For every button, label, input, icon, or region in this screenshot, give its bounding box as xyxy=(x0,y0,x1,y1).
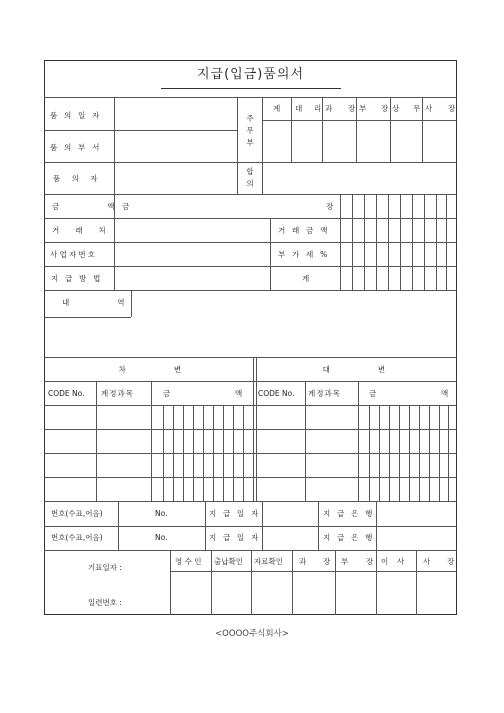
signer-pos: 부 xyxy=(341,557,349,566)
ledger-digit-line xyxy=(233,405,234,501)
document-title: 지급(입금)품의서 xyxy=(196,67,305,82)
pay-col-line xyxy=(205,501,206,550)
pay-col-line xyxy=(118,501,119,550)
signoff-col-line xyxy=(335,550,336,615)
ledger-col-line xyxy=(305,381,306,501)
company-footer: <OOOO주식회사> xyxy=(215,629,289,639)
ledger-center-line xyxy=(256,357,257,501)
detail-label: 내 역 xyxy=(62,298,127,307)
amount-digit-line xyxy=(400,194,401,290)
amount-digit-line xyxy=(436,194,437,290)
section-divider xyxy=(44,194,457,195)
voucher-date-label: 기표일자 : xyxy=(88,563,122,572)
pay-col-line xyxy=(262,501,263,550)
signoff-col-line xyxy=(416,550,417,615)
info-right-line xyxy=(340,194,341,290)
section-divider xyxy=(44,97,457,98)
pay-method-label: 지 급 방 법 xyxy=(51,274,103,283)
row-line xyxy=(44,429,457,430)
amount-digit-line xyxy=(446,194,447,290)
pay-date-label: 지 급 일 자 xyxy=(209,533,261,542)
debit-amount-header-a: 금 xyxy=(163,389,171,398)
pay-no-label: No. xyxy=(155,533,168,542)
signoff-col-line xyxy=(292,550,293,615)
debit-header: 차 변 xyxy=(118,365,184,374)
amount-digit-line xyxy=(352,194,353,290)
pay-bank-label: 지 급 은 행 xyxy=(323,533,375,542)
consent-side-label: 합 의 xyxy=(246,167,254,188)
info-mid-line xyxy=(270,218,271,290)
title-underline xyxy=(161,88,341,89)
pay-number-label: 번호(수표,어음) xyxy=(51,509,103,518)
row-line xyxy=(44,405,457,406)
approval-col-line xyxy=(291,97,292,162)
ledger-digit-line xyxy=(389,405,390,501)
ledger-digit-line xyxy=(213,405,214,501)
row-line xyxy=(44,453,457,454)
ledger-digit-line xyxy=(243,405,244,501)
approval-pos: 무 xyxy=(413,104,421,113)
amount-suffix: 장 xyxy=(326,202,334,211)
amount-digit-line xyxy=(424,194,425,290)
ledger-digit-line xyxy=(203,405,204,501)
credit-code-header: CODE No. xyxy=(258,389,295,398)
amount-digit-line xyxy=(364,194,365,290)
pay-col-line xyxy=(376,501,377,550)
approval-pos: 사 xyxy=(425,104,433,113)
ledger-digit-line xyxy=(183,405,184,501)
ledger-digit-line xyxy=(419,405,420,501)
amount-prefix: 금 xyxy=(122,202,130,211)
amount-label: 금 액 xyxy=(52,202,117,211)
signoff-col-line xyxy=(251,550,252,615)
row-line xyxy=(44,290,457,291)
person-field[interactable] xyxy=(116,165,234,192)
field-column-line xyxy=(237,97,238,194)
signoff-col-line xyxy=(376,550,377,615)
signoff-col-line xyxy=(170,550,171,615)
dept-field[interactable] xyxy=(116,133,234,160)
approval-pos: 장 xyxy=(381,104,389,113)
ledger-center-line xyxy=(253,357,254,501)
detail-label-line xyxy=(131,290,132,317)
approval-col-line xyxy=(356,97,357,162)
ledger-digit-line xyxy=(409,405,410,501)
person-label: 품 의 자 xyxy=(53,174,100,183)
signer-pos: 사 xyxy=(423,557,431,566)
row-line xyxy=(44,266,457,267)
pay-no-label: No. xyxy=(155,509,168,518)
label-column-line xyxy=(114,97,115,194)
approval-pos: 리 xyxy=(314,104,322,113)
approval-pos: 대 xyxy=(295,104,303,113)
signer-pos: 과 xyxy=(299,557,307,566)
pay-bank-field[interactable] xyxy=(378,504,454,524)
signoff-col-line xyxy=(211,550,212,615)
ledger-digit-line xyxy=(399,405,400,501)
pay-method-field[interactable] xyxy=(116,269,268,288)
approval-pos: 장 xyxy=(448,104,456,113)
serial-no-label: 일련번호 : xyxy=(88,598,122,607)
approval-pos: 상 xyxy=(392,104,400,113)
pay-col-line xyxy=(318,501,319,550)
detail-field[interactable] xyxy=(46,319,455,356)
amount-digit-line xyxy=(388,194,389,290)
section-divider xyxy=(44,357,457,358)
approval-col-line xyxy=(390,97,391,162)
approval-pos: 계 xyxy=(273,104,281,113)
row-line xyxy=(44,526,457,527)
signer-cashier: 출납확인 xyxy=(214,557,243,566)
biz-no-field[interactable] xyxy=(116,245,268,264)
pay-bank-field[interactable] xyxy=(378,529,454,548)
client-field[interactable] xyxy=(116,221,268,240)
signer-receiver: 영 수 인 xyxy=(175,557,202,566)
dept-label: 품 의 부 서 xyxy=(50,143,102,152)
ledger-digit-line xyxy=(163,405,164,501)
row-line xyxy=(44,218,457,219)
debit-amount-header-b: 액 xyxy=(235,389,243,398)
debit-account-header: 계정과목 xyxy=(101,389,134,398)
ledger-col-line xyxy=(96,381,97,501)
ledger-digit-line xyxy=(448,405,449,501)
signer-pos: 장 xyxy=(447,557,455,566)
row-line xyxy=(44,477,457,478)
approval-pos: 장 xyxy=(348,104,356,113)
pay-date-label: 지 급 일 자 xyxy=(209,509,261,518)
detail-label-line xyxy=(44,317,131,318)
section-divider xyxy=(44,501,457,502)
approval-side-label: 주 무 부 xyxy=(246,114,254,147)
pay-number-label: 번호(수표,어음) xyxy=(51,533,103,542)
vat-label: 부 가 세 % xyxy=(278,250,330,259)
approval-pos: 과 xyxy=(325,104,333,113)
ledger-digit-line xyxy=(379,405,380,501)
pay-bank-label: 지 급 은 행 xyxy=(323,509,375,518)
pay-date-field[interactable] xyxy=(264,504,316,524)
ledger-digit-line xyxy=(193,405,194,501)
client-label: 거 래 처 xyxy=(52,226,108,235)
amount-digit-line xyxy=(412,194,413,290)
date-field[interactable] xyxy=(116,100,234,128)
credit-account-header: 계정과목 xyxy=(308,389,341,398)
ledger-digit-line xyxy=(223,405,224,501)
signer-pos: 사 xyxy=(397,557,405,566)
biz-no-label: 사업자번호 xyxy=(50,250,98,259)
ledger-digit-line xyxy=(439,405,440,501)
amount-digit-line xyxy=(376,194,377,290)
credit-amount-header-a: 금 xyxy=(369,389,377,398)
credit-amount-header-b: 액 xyxy=(441,389,449,398)
signoff-header-line xyxy=(170,571,457,572)
ledger-digit-line xyxy=(369,405,370,501)
approval-col-line xyxy=(422,97,423,162)
approval-col-line xyxy=(322,97,323,162)
row-line xyxy=(44,130,237,131)
ledger-digit-line xyxy=(429,405,430,501)
ledger-col-line xyxy=(358,381,359,501)
signer-pos: 이 xyxy=(381,557,389,566)
debit-code-header: CODE No. xyxy=(48,389,85,398)
pay-date-field[interactable] xyxy=(264,529,316,548)
row-line xyxy=(44,381,457,382)
ledger-col-line xyxy=(151,381,152,501)
row-line xyxy=(44,162,457,163)
signer-pos: 장 xyxy=(366,557,374,566)
signer-pos: 장 xyxy=(323,557,331,566)
approval-pos: 부 xyxy=(359,104,367,113)
approval-label-line xyxy=(262,97,263,194)
signer-data-check: 자료확인 xyxy=(254,557,283,566)
date-label: 품 의 일 자 xyxy=(50,111,102,120)
credit-header: 대 변 xyxy=(322,365,388,374)
row-line xyxy=(44,242,457,243)
amount-field[interactable] xyxy=(132,197,322,216)
ledger-digit-line xyxy=(173,405,174,501)
total-label: 계 xyxy=(302,274,310,283)
transaction-amount-label: 거 래 금 액 xyxy=(278,226,330,235)
